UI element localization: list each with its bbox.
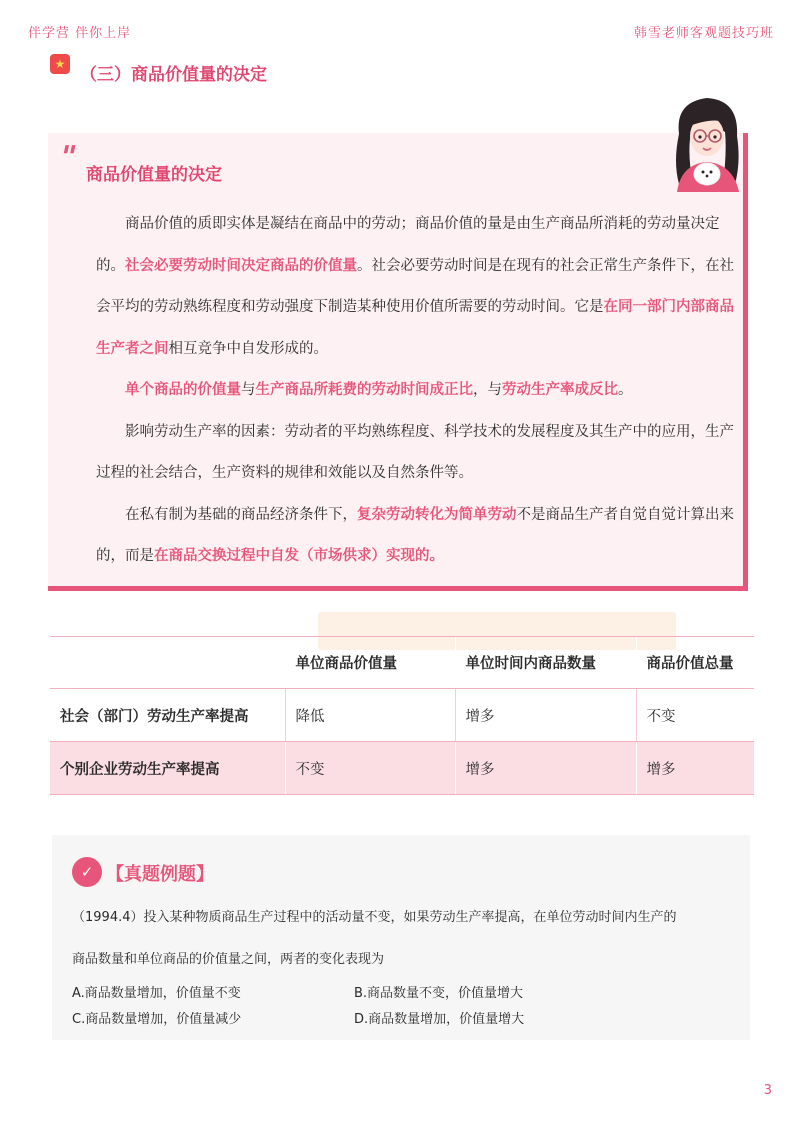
text: 不是商品生产者自觉自觉计算出来的，而是 <box>96 506 734 564</box>
highlight: 在商品交换过程中自发（市场供求）实现的。 <box>154 548 444 564</box>
teacher-avatar-icon <box>665 92 750 192</box>
table-header-row <box>50 637 754 689</box>
table-header-cell: 商品价值总量 <box>636 637 754 689</box>
card-body <box>96 204 744 578</box>
question-text-line-1: （1994.4）投入某种物质商品生产过程中的活动量不变，如果劳动生产率提高，在单位劳动时间内生产的 <box>72 910 677 925</box>
highlight: 在同一部门内部商品生产者之间 <box>96 299 734 357</box>
highlight: 生产商品所耗费的劳动时间成正比 <box>255 382 473 398</box>
table-header-cell: 单位时间内商品数量 <box>455 637 636 689</box>
paragraph-2 <box>96 370 744 412</box>
paragraph-1 <box>96 204 744 370</box>
comparison-table <box>50 636 754 795</box>
table-cell: 降低 <box>285 689 455 742</box>
text: 。 <box>618 382 633 398</box>
check-cross-icon: ✓ <box>72 857 102 887</box>
option-d: D.商品数量增加，价值量增大 <box>354 1012 525 1027</box>
highlight: 劳动生产率成反比 <box>502 382 618 398</box>
page-number: 3 <box>763 1083 772 1098</box>
table-row-header: 个别企业劳动生产率提高 <box>50 742 285 795</box>
table-cell: 增多 <box>636 742 754 795</box>
table-cell: 不变 <box>636 689 754 742</box>
table-cell: 增多 <box>455 742 636 795</box>
header-slogan: 伴学营 伴你上岸 <box>28 26 132 41</box>
table-row-header: 社会（部门）劳动生产率提高 <box>50 689 285 742</box>
text: 商品价值的质即实体是凝结在商品中的劳动；商品价值的量是由生产商品所消耗的劳动量决定的。 <box>96 216 720 274</box>
table-row <box>50 742 754 795</box>
table-header-cell: 单位商品价值量 <box>285 637 455 689</box>
text: 。社会必要劳动时间是在现有的社会正常生产条件下，在社会平均的劳动熟练程度和劳动强度下制造某种使用价值所需要的劳动时间。它是 <box>96 257 734 315</box>
example-title: 【真题例题】 <box>106 864 214 885</box>
header-course-name: 韩雪老师客观题技巧班 <box>633 26 774 41</box>
highlight: 社会必要劳动时间决定商品的价值量 <box>125 257 357 274</box>
section-title: （三）商品价值量的决定 <box>80 65 267 85</box>
text: 相互竞争中自发形成的。 <box>168 340 328 357</box>
card-title: 商品价值量的决定 <box>86 165 222 185</box>
table-header-cell <box>50 637 285 689</box>
option-a: A.商品数量增加，价值量不变 <box>72 986 241 1001</box>
text: ，与 <box>473 382 502 398</box>
text: 与 <box>241 382 256 398</box>
table-row <box>50 689 754 742</box>
question-text-line-2: 商品数量和单位商品的价值量之间，两者的变化表现为 <box>72 952 385 967</box>
table-cell: 不变 <box>285 742 455 795</box>
quote-mark-icon: " <box>56 140 80 175</box>
option-c: C.商品数量增加，价值量减少 <box>72 1012 242 1027</box>
table-cell: 增多 <box>455 689 636 742</box>
option-b: B.商品数量不变，价值量增大 <box>354 986 524 1001</box>
star-speech-icon: ★ <box>50 54 70 74</box>
text: 在私有制为基础的商品经济条件下， <box>125 506 357 523</box>
paragraph-4 <box>96 495 744 578</box>
highlight: 单个商品的价值量 <box>125 382 241 398</box>
paragraph-3: 影响劳动生产率的因素：劳动者的平均熟练程度、科学技术的发展程度及其生产中的应用，生产过程的社会结合，生产资料的规律和效能以及自然条件等。 <box>96 423 734 481</box>
highlight: 复杂劳动转化为简单劳动 <box>357 506 517 523</box>
